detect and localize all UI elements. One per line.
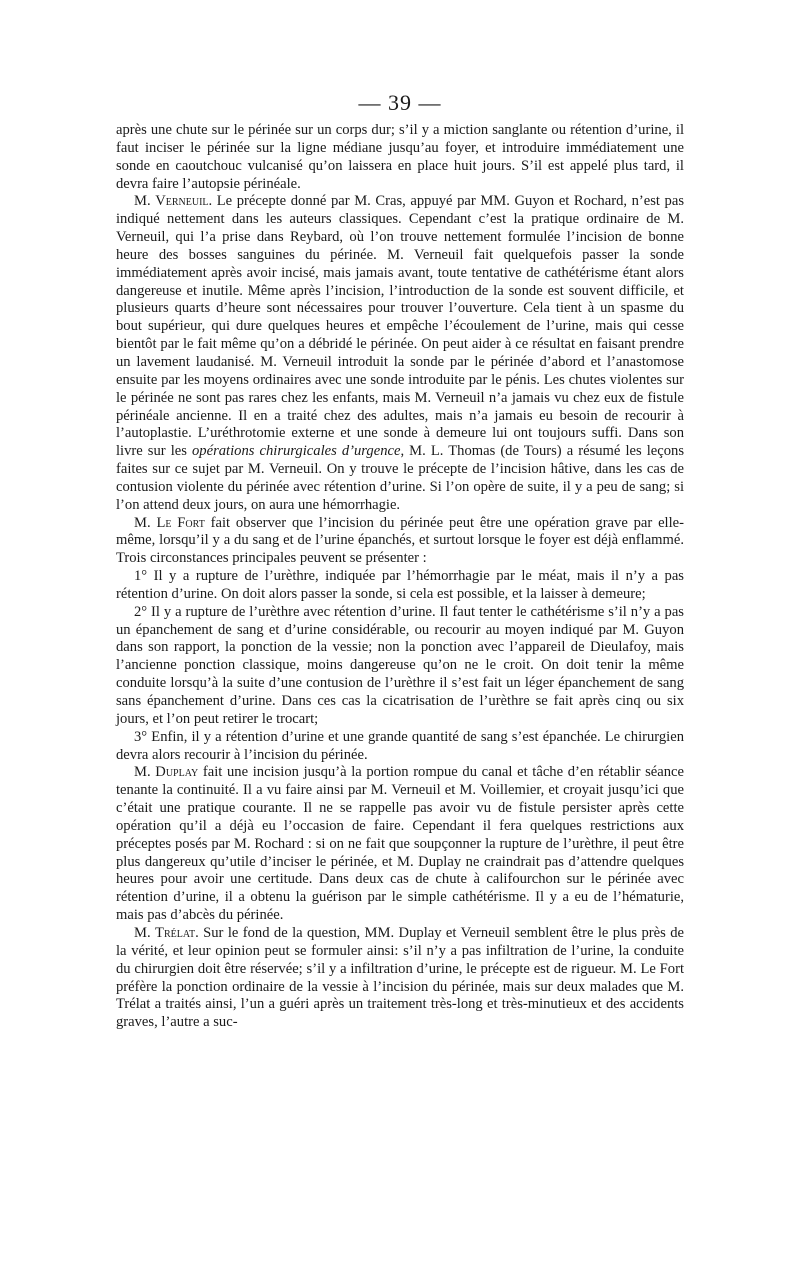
text-run: après une chute sur le périnée sur un corps dur; s’il y a miction sanglante ou rétention d’urine, il faut inciser le périnée sur la ligne médiane jusqu’au foyer, et introduire immédiatement une sonde en caoutchouc vulcanisé qu’on laissera en place huit jours. S’il est appelé plus tard, il devra faire l’autopsie périnéale. xyxy=(116,122,684,192)
speaker-name: Trélat xyxy=(155,924,196,941)
book-title: opérations chirurgicales d’urgence xyxy=(192,443,401,460)
text-run: fait une incision jusqu’à la portion rompue du canal et tâche d’en rétablir séance tenante la continuité. Il a vu faire ainsi par M. Verneuil et M. Voillemier, et croyait jusqu’ici que c’était une pratique courante. Il ne se rappelle pas avoir vu de fistule persister après cette opération qu’il a déjà eu l’occasion de faire. Cependant il fera quelques restrictions aux préceptes posés par M. Rochard : si on ne fait que soupçonner la rupture de l’urèthre, il peut être plus dangereux qu’utile d’inciser le périnée, et M. Duplay ne craindrait pas d’attendre quelques heures pour avoir une certitude. Dans deux cas de chute à califourchon sur le périnée avec rétention d’urine, il a obtenu la guérison par le simple cathétérisme. Il y a eu de l’hématurie, mais pas d’abcès du périnée. xyxy=(116,764,684,924)
text-run: M. xyxy=(134,193,156,210)
paragraph xyxy=(116,604,684,729)
paragraph xyxy=(116,122,684,193)
paragraph xyxy=(116,193,684,514)
paragraph xyxy=(116,764,684,925)
paragraph xyxy=(116,925,684,1032)
paragraph xyxy=(116,515,684,569)
text-run: 1° Il y a rupture de l’urèthre, indiquée par l’hémorrhagie par le méat, mais il n’y a pas rétention d’urine. On doit alors passer la sonde, si cela est possible, et la laisser à demeure; xyxy=(116,568,684,602)
speaker-name: Verneuil xyxy=(155,193,209,210)
text-run: 2° Il y a rupture de l’urèthre avec rétention d’urine. Il faut tenter le cathétérisme s’il n’y a pas un épanchement de sang et d’urine considérable, ou recourir au moyen indiqué par M. Guyon dans son rapport, la ponction de la vessie; non la ponction avec l’appareil de Dieulafoy, mais l’ancienne ponction classique, moins dangereuse qu’on ne le croit. On doit tenir la même conduite lorsqu’à la suite d’une contusion de l’urèthre il s’est fait un léger épanchement de sang sans épanchement d’urine. Dans ces cas la cicatrisation de l’urèthre se fait après cinq ou six jours, et l’on peut retirer le trocart; xyxy=(116,603,684,727)
text-run: . Sur le fond de la question, MM. Duplay et Verneuil semblent être le plus près de la vérité, et leur opinion peut se formuler ainsi: s’il n’y a pas infiltration de l’urine, la conduite du chirurgien doit être réservée; s’il y a infiltration d’urine, le précepte est de rigueur. M. Le Fort préfère la ponction ordinaire de la vessie à l’incision du périnée, mais sur deux malades que M. Trélat a traités ainsi, l’un a guéri après un traitement très-long et très-minutieux et des accidents graves, l’autre a suc- xyxy=(116,924,685,1031)
speaker-name: Le Fort xyxy=(156,514,205,531)
text-run: M. xyxy=(134,514,157,531)
text-run: . Le précepte donné par M. Cras, appuyé par MM. Guyon et Rochard, n’est pas indiqué nettement dans les auteurs classiques. Cependant c’est la pratique ordinaire de M. Verneuil, qui l’a prise dans Reybard, où l’on trouve nettement formulée l’incision de bonne heure des bosses sanguines du périnée. M. Verneuil fait quelquefois passer la sonde immédiatement après avoir incisé, mais jamais avant, toute tentative de cathétérisme étant alors dangereuse et inutile. Même après l’incision, l’introduction de la sonde est souvent difficile, et plusieurs quarts d’heure sont nécessaires pour trouver l’ouverture. Cela tient à un spasme du bout supérieur, qui dure quelques heures et empêche l’écoulement de l’urine, mais qui cesse bientôt par le fait même qu’on a débridé le périnée. On peut aider à ce résultat en faisant prendre un lavement laudanisé. M. Verneuil introduit la sonde par le périnée d’abord et l’anastomose ensuite par les moyens ordinaires avec une sonde introduite par le pénis. Les chutes violentes sur le périnée ne sont pas rares chez les enfants, mais M. Verneuil n’a jamais vu chez eux de fistule périnéale ancienne. Il en a traité chez des adultes, mais n’a jamais eu besoin de recourir à l’autoplastie. L’uréthrotomie externe et une sonde à demeure lui ont toujours suffi. Dans son livre sur les xyxy=(116,193,685,460)
paragraph xyxy=(116,568,684,604)
text-run: 3° Enfin, il y a rétention d’urine et une grande quantité de sang s’est épanchée. Le chirurgien devra alors recourir à l’incision du périnée. xyxy=(116,728,684,763)
body-text xyxy=(116,122,684,1032)
text-run: M. xyxy=(134,924,156,941)
text-run: , M. L. Thomas (de Tours) a résumé les leçons faites sur ce sujet par M. Verneuil. On y trouve le précepte de l’incision hâtive, dans les cas de contusion violente du périnée avec rétention d’urine. Si l’on opère de suite, il y a peu de sang; si l’on attend deux jours, on aura une hémorrhagie. xyxy=(116,443,685,513)
text-run: M. xyxy=(134,764,156,781)
text-run: fait observer que l’incision du périnée peut être une opération grave par elle-même, lorsqu’il y a du sang et de l’urine épanchés, et surtout lorsque le foyer est déjà enflammé. Trois circonstances principales peuvent se présenter : xyxy=(116,514,685,567)
speaker-name: Duplay xyxy=(155,764,199,781)
page-number: — 39 — xyxy=(358,90,442,115)
paragraph xyxy=(116,729,684,765)
